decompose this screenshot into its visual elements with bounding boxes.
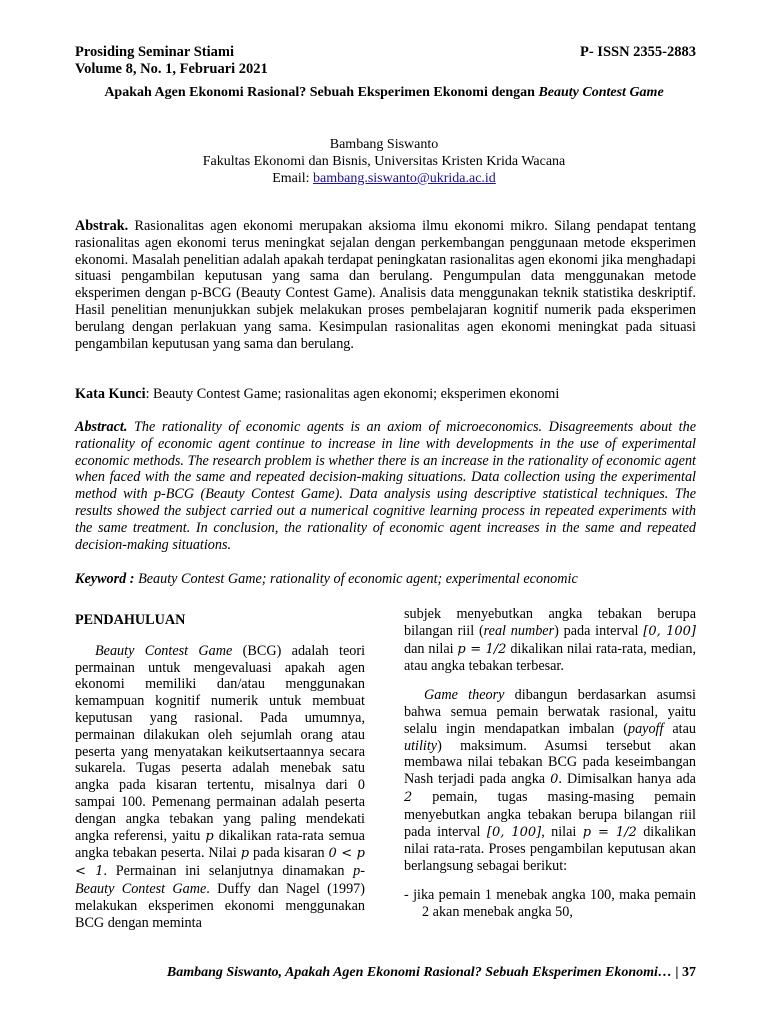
game-theory-paragraph: Game theory dibangun berdasarkan asumsi bahwa semua pemain berwatak rasional, yaitu selalu ingin mendapatkan imbalan (payoff atau utility) maksimum. Asumsi tersebut akan membawa nilai tebakan BCG pada keseimbangan Nash terjadi pada angka 0. Dimisalkan hanya ada 2 pemain, tugas masing-masing pemain menyebutkan angka tebakan berupa bilangan riil pada interval [0, 100], nilai p = 1/2 dikalikan nilai rata-rata. Proses pengambilan keputusan akan berlangsung sebagai berikut: [404, 687, 696, 875]
keyword-label: Keyword : [75, 571, 135, 587]
intro-paragraph: Beauty Contest Game (BCG) adalah teori permainan untuk mengevaluasi apakah agen ekonomi memiliki dan/atau menggunakan kemampuan kognitif numerik untuk membuat keputusan yang rasional. Pada umumnya, permainan dilakukan oleh sejumlah orang atau peserta yang menyatakan keikutsertaannya secara sukarela. Tugas peserta adalah menebak satu angka pada kisaran tertentu, misalnya dari 0 sampai 100. Pemenang permainan adalah peserta dengan angka tebakan yang paling mendekati angka referensi, yaitu p dikalikan rata-rata semua angka tebakan peserta. Nilai p pada kisaran 0 < p < 1. Permainan ini selanjutnya dinamakan p-Beauty Contest Game. Duffy dan Nagel (1997) melakukan eksperimen ekonomi menggunakan BCG dengan meminta [75, 642, 366, 931]
abstrak-label: Abstrak. [75, 218, 129, 234]
journal-name: Prosiding Seminar Stiami [75, 44, 234, 60]
journal-volume: Volume 8, No. 1, Februari 2021 [75, 61, 268, 77]
author-email-line: Email: bambang.siswanto@ukrida.ac.id [272, 171, 496, 186]
list-item: - jika pemain 1 menebak angka 100, maka pemain 2 akan menebak angka 50, [404, 886, 696, 920]
paper-title: Apakah Agen Ekonomi Rasional? Sebuah Eksperimen Ekonomi dengan Beauty Contest Game [104, 85, 664, 100]
issn: P- ISSN 2355-2883 [579, 44, 696, 60]
author-email-link[interactable]: bambang.siswanto@ukrida.ac.id [313, 171, 496, 186]
abstrak [75, 218, 696, 352]
left-column [75, 612, 365, 943]
right-column [404, 606, 696, 921]
keyword-text: Beauty Contest Game; rationality of economic agent; experimental economic [138, 571, 578, 587]
page-number: | 37 [671, 965, 696, 980]
author-name: Bambang Siswanto [329, 137, 439, 152]
page-footer [75, 965, 696, 981]
author-block [60, 136, 708, 187]
abstract-label: Abstract. [75, 419, 128, 435]
abstract-text: The rationality of economic agents is an axiom of microeconomics. Disagreements about the rationality of economic agent continue to increase in line with developments in the use of experimental economic methods. The research problem is whether there is an increase in the rationality of economic agent when faced with the same and repeated decision-making situations. Data collection using the experimental method with p-BCG (Beauty Contest Game). Data analysis using descriptive statistical techniques. The results showed the subject carried out a numerical cognitive learning process in repeated experiments with the same treatment. In conclusion, the rationality of economic agent increases in the same and repeated decision-making situations. [75, 419, 697, 553]
kata-kunci [75, 386, 696, 403]
kata-kunci-text: : Beauty Contest Game; rasionalitas agen ekonomi; eksperimen ekonomi [145, 386, 560, 402]
keyword-en [75, 571, 696, 588]
abstract-en [75, 419, 696, 553]
continued-paragraph: subjek menyebutkan angka tebakan berupa bilangan riil (real number) pada interval [0, 100] dan nilai p = 1/2 dikalikan nilai rata-rata, median, atau angka tebakan terbesar. [404, 606, 696, 675]
abstrak-text: Rasionalitas agen ekonomi merupakan aksioma ilmu ekonomi mikro. Silang pendapat tentang rasionalitas agen ekonomi terus meningkat sejalan dengan perkembangan penggunaan metode eksperimen ekonomi. Masalah penelitian adalah apakah terdapat peningkatan rasionalitas agen ekonomi jika menghadapi situasi pengambilan keputusan yang sama dan berulang. Pengumpulan data menggunakan metode eksperimen dengan p-BCG (Beauty Contest Game). Analisis data menggunakan teknik statistika deskriptif. Hasil penelitian menunjukkan subjek melakukan proses pembelajaran kognitif numerik pada eksperimen berulang dengan perlakuan yang sama. Kesimpulan rasionalitas agen ekonomi meningkat pada situasi pengambilan keputusan yang sama dan berulang. [75, 218, 696, 352]
page-header [75, 44, 696, 78]
footer-citation: Bambang Siswanto, Apakah Agen Ekonomi Rasional? Sebuah Eksperimen Ekonomi… [166, 965, 672, 980]
kata-kunci-label: Kata Kunci [75, 386, 146, 402]
author-affiliation: Fakultas Ekonomi dan Bisnis, Universitas Kristen Krida Wacana [202, 154, 566, 169]
section-title: PENDAHULUAN [75, 612, 186, 628]
